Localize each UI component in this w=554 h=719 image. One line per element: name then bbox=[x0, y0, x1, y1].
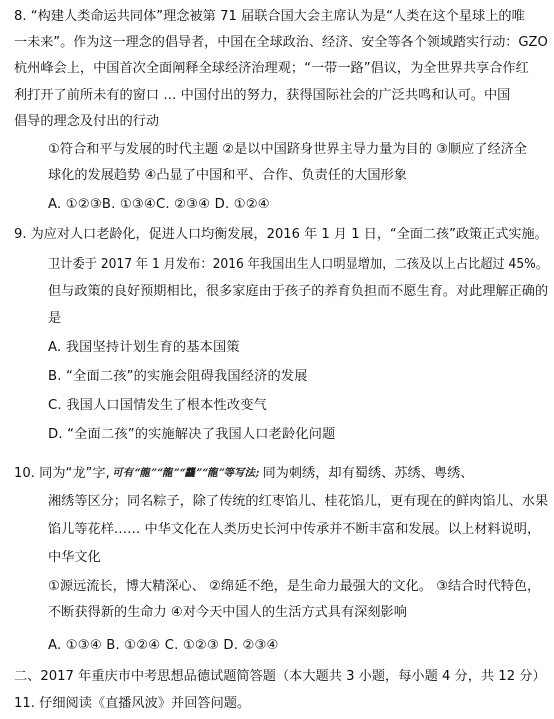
q9-line-3: 但与政策的良好预期相比，很多家庭由于孩子的养育负担而不愿生育。对此理解正确的 bbox=[48, 284, 549, 299]
q9-option-d: D. “全面二孩”的实施解决了我国人口老龄化问题 bbox=[48, 427, 336, 442]
q10-embroidery: 同为刺绣，却有蜀绣、苏绣、粤绣、 bbox=[262, 466, 474, 481]
q8-options: A. ①②③B. ①③④C. ②③④ D. ①②④ bbox=[48, 197, 270, 212]
q8-line-2: 一未来”。作为这一理念的倡导者，中国在全球政治、经济、安全等各个领域踏实行动：GZO bbox=[14, 35, 548, 50]
q10-line-4: 中华文化 bbox=[48, 550, 101, 565]
q10-line-2: 湘绣等区分；同名粽子，除了传统的红枣馅儿、桂花馅儿，更有现在的鲜肉馅儿、水果 bbox=[48, 494, 549, 509]
section-2-heading: 二、2017 年重庆市中考思想品德试题简答题（本大题共 3 小题，每小题 4 分，共 12 分） bbox=[14, 669, 546, 684]
q9-option-b: B. “全面二孩”的实施会阻碍我国经济的发展 bbox=[48, 369, 308, 384]
q9-option-a: A. 我国坚持计划生育的基本国策 bbox=[48, 340, 240, 355]
q8-line-4: 利打开了前所未有的窗口 … 中国付出的努力，获得国际社会的广泛共鸣和认可。中国 bbox=[14, 88, 511, 103]
q9-line-1: 9. 为应对人口老龄化，促进人口均衡发展，2016 年 1 月 1 日，“全面二孩”政策正式实施。 bbox=[14, 227, 548, 242]
q9-line-4: 是 bbox=[48, 311, 62, 326]
q9-option-c: C. 我国人口国情发生了根本性改变气 bbox=[48, 398, 268, 413]
q9-line-2: 卫计委于 2017 年 1 月发布：2016 年我国出生人口明显增加，二孩及以上占比超过 45%。 bbox=[48, 257, 549, 272]
dragon-calligraphy: 可有“龍”“龍”“龘”“龍”等写法; bbox=[111, 467, 261, 479]
q10-line-3: 馅儿等花样…… 中华文化在人类历史长河中传承并不断丰富和发展。以上材料说明， bbox=[48, 522, 541, 537]
q8-line-3: 杭州峰会上，中国首次全面阐释全球经济治理观；“一带一路”倡议，为全世界共享合作红 bbox=[14, 61, 529, 76]
q8-line-5: 倡导的理念及付出的行动 bbox=[14, 114, 160, 129]
q10-line-1 bbox=[14, 464, 473, 482]
q8-line-1: 8. “构建人类命运共同体”理念被第 71 届联合国大会主席认为是“人类在这个星球上的唯 bbox=[14, 9, 525, 24]
q10-statement-1: ①源远流长，博大精深心、 ②绵延不绝，是生命力最强大的文化。 ③结合时代特色， bbox=[48, 579, 541, 594]
q10-statement-2: 不断获得新的生命力 ④对今天中国人的生活方式具有深刻影响 bbox=[48, 605, 407, 620]
q10-options: A. ①③④ B. ①②④ C. ①②③ D. ②③④ bbox=[48, 638, 279, 653]
q8-statement-2: 球化的发展趋势 ④凸显了中国和平、合作、负责任的大国形象 bbox=[48, 168, 407, 183]
q10-lead: 10. 同为“龙”字, bbox=[14, 466, 110, 481]
q8-statement-1: ①符合和平与发展的时代主题 ②是以中国跻身世界主导力量为目的 ③顺应了经济全 bbox=[48, 142, 528, 157]
q11-line: 11. 仔细阅读《直播风波》并回答问题。 bbox=[14, 696, 251, 711]
